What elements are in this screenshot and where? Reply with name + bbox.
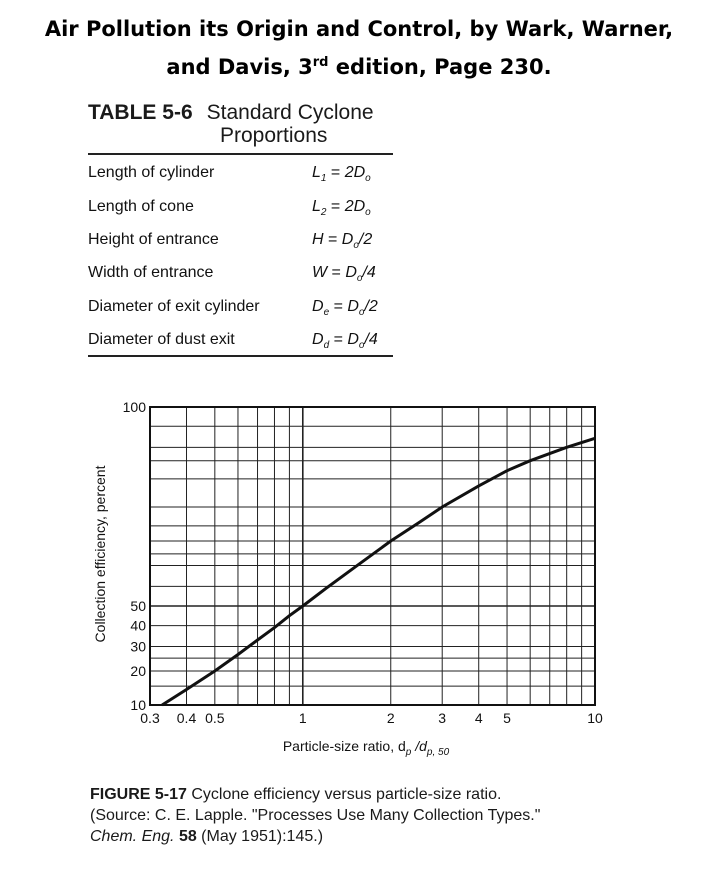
table-row <box>88 231 393 257</box>
formula-rhs: D <box>345 264 357 281</box>
formula-rhs-tail: /2 <box>364 298 378 315</box>
y-tick-label: 50 <box>130 597 146 614</box>
table-title-line1: Standard Cyclone <box>206 101 374 124</box>
document-heading-line2 <box>0 55 718 79</box>
formula-lhs: L <box>312 164 321 181</box>
figure-source-tail: (May 1951):145.) <box>196 828 324 845</box>
x-axis-label-part: p, 50 <box>426 747 450 758</box>
formula-op: = <box>323 231 342 248</box>
table-row-label: Width of entrance <box>88 264 214 281</box>
formula-rhs: D <box>347 331 359 348</box>
formula-lhs-sub: 2 <box>320 207 327 219</box>
table-row-formula <box>312 164 371 184</box>
formula-rhs-sub: o <box>356 273 363 285</box>
formula-lhs: H <box>312 231 324 248</box>
y-tick-label: 40 <box>130 617 146 634</box>
table-number: TABLE 5-6 <box>88 101 193 124</box>
x-axis-label <box>283 738 450 758</box>
table-row-label: Diameter of exit cylinder <box>88 298 260 315</box>
formula-rhs: D <box>347 298 359 315</box>
table-row-label: Height of entrance <box>88 231 219 248</box>
formula-lhs: D <box>312 298 324 315</box>
formula-rhs-sub: o <box>358 307 365 319</box>
x-axis-label-part: p <box>405 747 412 758</box>
efficiency-chart <box>88 392 628 770</box>
table-row-formula <box>312 298 378 318</box>
table-row <box>88 298 393 324</box>
x-tick-label: 1 <box>298 710 307 726</box>
table-row-formula <box>312 331 378 351</box>
formula-lhs-sub: e <box>323 307 330 319</box>
heading-line2-pre: and Davis, 3 <box>166 55 313 79</box>
formula-lhs: L <box>312 198 321 215</box>
table-row-label: Length of cone <box>88 198 194 215</box>
document-heading-line1: Air Pollution its Origin and Control, by Wark, Warner, <box>44 17 674 41</box>
formula-rhs-tail: /2 <box>358 231 373 248</box>
table-row-formula <box>312 231 372 251</box>
formula-lhs: D <box>312 331 324 348</box>
figure-source-line: (Source: C. E. Lapple. "Processes Use Many Collection Types." <box>90 807 541 824</box>
formula-rhs-tail: /4 <box>364 331 378 348</box>
table-bottom-rule <box>88 355 393 357</box>
table-title <box>88 101 374 147</box>
formula-rhs-sub: o <box>365 173 371 185</box>
formula-lhs: W <box>312 264 328 281</box>
formula-op: = <box>327 264 346 281</box>
y-tick-label: 20 <box>130 663 146 680</box>
table-row-label: Diameter of dust exit <box>88 331 235 348</box>
table-row-formula <box>312 198 371 218</box>
x-tick-label: 0.5 <box>205 710 225 726</box>
formula-lhs-sub: 1 <box>320 173 327 185</box>
figure-caption <box>90 784 590 847</box>
x-axis-label-part: /d <box>411 738 427 754</box>
figure-source-volume: 58 <box>178 828 197 845</box>
table-row <box>88 264 393 290</box>
x-tick-label: 5 <box>503 710 511 726</box>
y-tick-label: 10 <box>130 697 146 713</box>
formula-rhs-sub: o <box>365 207 371 219</box>
x-tick-label: 0.3 <box>140 710 160 726</box>
figure-source-journal: Chem. Eng. <box>90 828 175 845</box>
x-axis-label-part: Particle-size ratio, d <box>282 738 406 754</box>
formula-lhs-sub: d <box>323 340 330 352</box>
x-tick-label: 0.4 <box>176 710 197 726</box>
figure-number: FIGURE 5-17 <box>90 786 187 803</box>
table-row <box>88 331 393 357</box>
formula-op: = <box>329 298 348 315</box>
heading-line2-post: edition, Page 230. <box>328 55 552 79</box>
table-row-formula <box>312 264 376 284</box>
y-tick-label: 100 <box>122 399 146 415</box>
figure-caption-text: Cyclone efficiency versus particle-size ratio. <box>186 786 502 803</box>
formula-rhs: D <box>341 231 354 248</box>
table-row <box>88 198 393 224</box>
table-row <box>88 164 393 190</box>
x-tick-label: 2 <box>386 710 395 726</box>
heading-ordinal-superscript: rd <box>312 55 329 70</box>
formula-rhs-sub: o <box>358 340 365 352</box>
table-top-rule <box>88 153 393 155</box>
formula-rhs-tail: /4 <box>362 264 376 281</box>
formula-op: = <box>329 331 348 348</box>
y-tick-label: 30 <box>130 638 146 655</box>
table-row-label: Length of cylinder <box>88 164 215 181</box>
x-tick-label: 3 <box>438 710 447 726</box>
formula-rhs-sub: o <box>353 240 359 252</box>
formula-rhs: 2D <box>344 198 366 215</box>
formula-op: = <box>326 164 345 181</box>
formula-op: = <box>326 198 345 215</box>
x-tick-label: 10 <box>587 710 603 726</box>
formula-rhs: 2D <box>344 164 366 181</box>
table-title-line2: Proportions <box>220 124 328 147</box>
x-tick-label: 4 <box>474 710 483 726</box>
y-axis-label: Collection efficiency, percent <box>92 465 108 643</box>
